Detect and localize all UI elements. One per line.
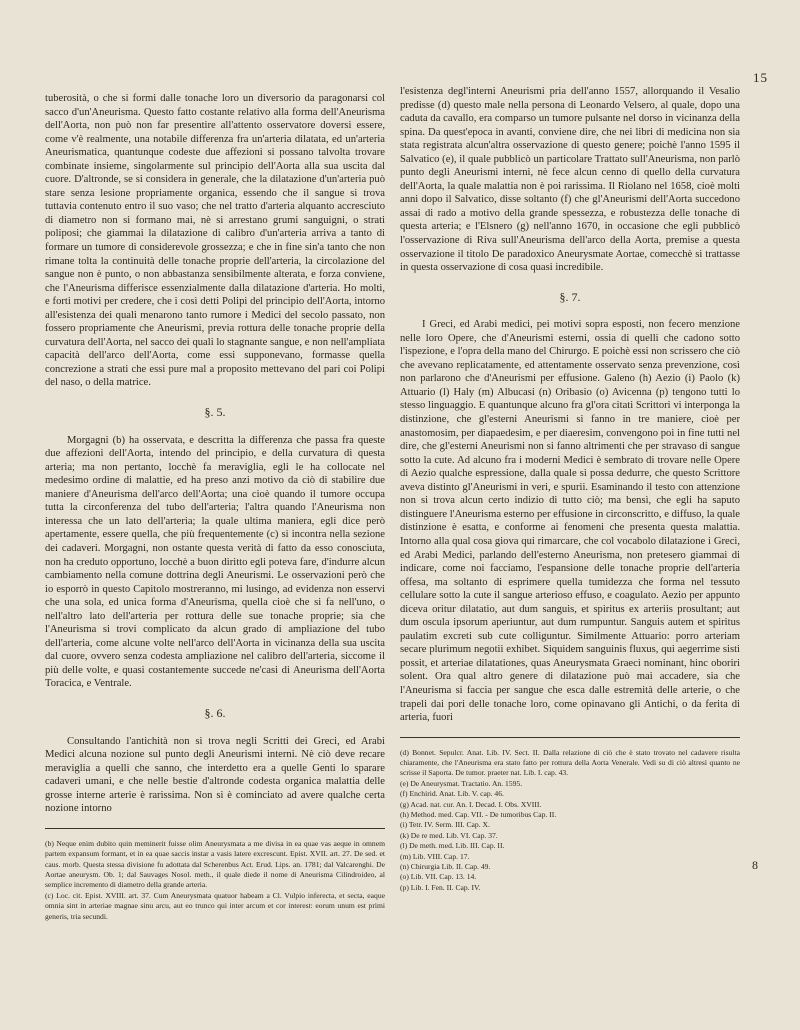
paragraph: Morgagni (b) ha osservata, e descritta la differenza che passa fra queste due affezioni dell'Aorta, intendo del principio, e della curvatura di questa arteria; ma non pertanto, locchè fa meraviglia, egli le ha collocate nel medesimo ordine di malattie, ed ha preso anzi motivo da ciò di stabilire due maniere d'Aneurisma dell'arco dell'Aorta; una cioè quando il tumore occupa tutta la circonferenza del tubo dell'arteria; l'altra quando l'Aneurisma non interessa che un lato dell'arteria; la quale ultima maniera, egli dice però apertamente, essere quella, che più frequentemente (c) si incontra nella sezione dei cadaveri. Morgagni, non ostante questa verità di fatto da esso conosciuta, non ha creduto opportuno, locchè a buon diritto egli poteva fare, d'indurre alcun cambiamento nella comune dottrina degli Aneurismi. Le osservazioni però che io esporrò in questo Capitolo mostreranno, mi lusingo, ad evidenza non esservi che una sola, ed unica forma d'Aneurisma, quella cioè che si fa nell'uno, o nell'altro lato dell'arteria per rottura delle sue tonache proprie; sia che l'Aneurisma si trovi complicato da alcun grado di ampliazione del tubo dell'arteria, come alcune volte nell'arco dell'Aorta in vicinanza della sua uscita dal cuore, ovvero senza codesta ampliazione nel calibro dell'arteria, siccome il più delle volte, e quasi costantemente succede ne'casi di Aneurisma dell'Aorta Toracica, e Ventrale. — [45, 434, 385, 690]
footnote: (k) De re med. Lib. VI. Cap. 37. — [400, 830, 498, 840]
footnote: (o) Lib. VII. Cap. 13. 14. — [400, 872, 477, 882]
right-column — [400, 85, 740, 893]
section-heading: §. 5. — [204, 405, 226, 420]
paragraph: tuberosità, o che si formi dalle tonache loro un diversorio da paragonarsi col sacco d'un'Aneurisma. Questo fatto costante relativo alla forma dell'Aneurisma dell'Aorta, non può non far presentire all'attento osservatore doversi essere, come v'è realmente, una notabile differenza fra un'arteria dilatata, ed un'arteria Aneurismatica, quantunque codeste due affezioni si possano talvolta trovare combinate insieme, singolarmente sul principio dell'Aorta alla sua uscita dal cuore. D'altronde, se si considera in generale, che la dilatazione d'un'arteria può stare senza lesione propriamente organica, essendo che il sangue si trova tuttavia contenuto entro il suo vaso; che nel tratto d'arteria alquanto accresciuto di diametro non si formano mai, nè si arrestano grumi sanguigni, o strati poliposi; che giammai la dilatazione di calibro d'un'arteria arriva a tanto di formare un tumore di considerevole grossezza; e che in fine sin'a tanto che non rimane tolta la continuità delle tonache proprie dell'arteria, la circolazione del sangue non è punto, o non abbastanza sensibilmente alterata, e forza conviene, che l'Aneurisma differisce essenzialmente dalla dilatazione d'arteria. Ho molti, e forti motivi per credere, che i così detti Polipi del principio dell'Aorta, intorno all'esistenza dei quali menarono tanto rumore i Medici del secolo passato, non fossero propriamente che Aneurismi, previa rottura delle tonache proprie della curvatura dell'Aorta, nel sacco dei quali lo stagnante sangue, e non nell'ampliata capacità dell'arco dell'Aorta, come essi supponevano, formasse quella concrezione a strati che essi pure mal a proposito mettevano del pari coi Polipi del naso, o della matrice. — [45, 93, 385, 389]
paragraph: Consultando l'antichità non si trova negli Scritti dei Greci, ed Arabi Medici alcuna nozione sul punto degli Aneurismi interni. Nè ciò deve recare meraviglia a quelli che sanno, che interdetto era a quelle Genti lo sparare cadaveri umani, e che nelle bestie d'altronde codesta organica malattia delle grosse interne arterie è rarissima. Non si è cominciato ad avere qualche certa nozione intorno — [45, 735, 385, 815]
signature-mark: 8 — [752, 858, 758, 872]
left-column — [45, 92, 385, 922]
footnotes — [400, 748, 740, 894]
footnote: (c) Loc. cit. Epist. XVIII. art. 37. Cum Aneurysmata quatuor habeam a Cl. Vulpio inferecta, et secta, eaque omnia sint in arteriae magnae sinu arcu, aut eo trunco qui inter arcum et cor interest: eorum unum est primi generis, tria secundi. — [45, 890, 385, 921]
paragraph: l'esistenza degl'interni Aneurismi pria dell'anno 1557, allorquando il Vesalio predisse (d) questo male nella persona di Leonardo Velsero, al quale, dopo una caduta da cavallo, era comparso un tumore pulsante nel dorso in vicinanza della spina. Da quest'epoca in avanti, conviene dire, che nei libri di medicina non sia stata registrata alcun'altra osservazione di questo genere; poichè l'anno 1595 il Salvatico (e), il quale pubblicò un particolare Trattato sull'Aneurisma, non parlò punto degli Aneurismi interni, nè fece alcun cenno di quello della curvatura dell'Aorta, la quale malattia non è poi rarissima. Il Riolano nel 1658, cioè molti anni dopo il Salvatico, disse soltanto (f) che gl'Aneurismi dell'Aorta succedono assai di rado a motivo della grande spessezza, e robustezza delle tonache di questa arteria; e l'Elsnero (g) nell'anno 1670, in occasione che egli pubblicò l'osservazione di Riva sull'Aneurisma dell'arco della Aorta, premise a questa osservazione il titolo De paradoxico Aneurysmate Aortae, comecchè si trattasse in questa osservazione di cosa quasi incredibile. — [400, 86, 740, 274]
footnote: (e) De Aneurysmat. Tractatio. An. 1595. — [400, 778, 523, 788]
footnote: (b) Neque enim dubito quin meminerit fuisse olim Aneurysmata a me divisa in ea quae vas aeque in omnem partem expansum formant, et in ea quae saccis instar a vasis latere excrescunt. Epist. XVII. art. 27. De sed. et caus. morb. Questa stessa divisione fu adottata dal Scherenbus Act. Erud. Lips. an. 1781; dal Valcarenghi. De Aortae aneurysm. Ob. 1; dal Sauvages Nosol. meth., il quale diede il nome di Aneurisma Cilindroideo, al semplice incremento di diametro della grande arteria. — [45, 838, 385, 890]
paragraph: I Greci, ed Arabi medici, pei motivi sopra esposti, non fecero menzione nelle loro Opere, che d'Aneurismi esterni, ossia di quelli che cadono sotto l'ispezione, e l'opra della mano del Chirurgo. E poichè essi non scrissero che ciò che avevano replicatamente, ed attentamente osservato senza prevenzione, così non parlarono che d'Aneurismi per effusione. Galeno (h) Aezio (i) Paolo (k) Attuario (l) Haly (m) Albucasi (n) Oribasio (o) Avicenna (p) tengono tutti lo stesso linguaggio. E quantunque alcuno fra gl'ora citati Scrittori vi interponga la distinzione, che gl'esterni Aneurismi si fanno in tre maniere, cioè per anastomosim, per diapaedesim, e per diaeresim, convengono poi in fine tutti nel dire, che gl'esterni Aneurismi non si fanno altrimenti che per stravaso di sangue sotto la cute. Ad alcuno fra i moderni Medici è sembrato di trovare nelle Opere di Aezio qualche espressione, dalla quale si possa dedurre, che questo Scrittore aveva distinto gl'Aneurismi in veri, e spurii. Esaminando il testo con attenzione non si trova alcun certo indizio di tutto ciò; ma bensì, che egli ha saputo distinguere l'Aneurisma esterno per effusione in circonscritto, e diffuso, la quale distinzione è esatta, e conforme ai fenomeni che presenta questa malattia. Intorno alla qual cosa giova qui rimarcare, che col vocabolo dilatazione i Greci, ed Arabi Medici, parlando dell'esterno Aneurisma, non pretesero giammai di indicare, come noi facciamo, l'espansione delle tonache proprie dell'arteria offesa, ma soltanto di esprimere quella tumidezza che forma nel tessuto cellulare sotto la cute il sangue arterioso effuso, e coagulato. Aezio per appunto diceva oritur dilatatio, aut dum sanguis, et spiritus ex arteriis prosultant; aut dum oscula ipsorum aperiuntur, aut dum rumpuntur. Sanguis autem et spiritus paulatim excreti sub cute colliguntur. Similmente Attuario: porro arteriam secare plurimum negotii exhibet. Siquidem sanguinis fluxus, qui aegerrime sisti possit, et arteriae dilatationes, quas Aneurysmata Graeci nominant, hinc oboriri solent. Ora qual altro genere di dilatazione può mai accadere, sia che l'Aneurisma si faccia per sangue che esca dalle estremità delle arterie, o che trapeli dai pori delle tonache loro, come opinavano gli Antichi, o da ferita di arteria, fuori — [400, 319, 740, 724]
footnote-rule — [400, 737, 740, 738]
footnotes — [45, 839, 385, 922]
footnote: (g) Acad. nat. cur. An. I. Decad. I. Obs. XVIII. — [400, 799, 542, 809]
page-number: 15 — [753, 70, 768, 85]
footnote: (l) De meth. med. Lib. III. Cap. II. — [400, 841, 505, 851]
footnote: (i) Tetr. IV. Serm. III. Cap. X. — [400, 820, 490, 830]
footnote: (d) Bonnet. Sepulcr. Anat. Lib. IV. Sect. II. Dalla relazione di ciò che è stato trovato nel cadavere risulta chiaramente, che l'Aneurisma era stato fatto per rottura della Aorta Venerale. Vedi su di ciò altresì quanto ne scrisse il Saporta. De tumor. praeter nat. Lib. I. cap. 43. — [400, 747, 740, 778]
footnote: (h) Method. med. Cap. VII. - De tumoribus Cap. II. — [400, 810, 557, 820]
footnote: (p) Lib. I. Fen. II. Cap. IV. — [400, 882, 481, 892]
footnote-rule — [45, 828, 385, 829]
section-heading: §. 6. — [204, 705, 226, 720]
section-heading: §. 7. — [559, 289, 581, 304]
footnote: (f) Enchirid. Anat. Lib. V. cap. 46. — [400, 789, 504, 799]
footnote: (m) Lib. VIII. Cap. 17. — [400, 851, 470, 861]
footnote: (n) Chirurgia Lib. II. Cap. 49. — [400, 862, 491, 872]
